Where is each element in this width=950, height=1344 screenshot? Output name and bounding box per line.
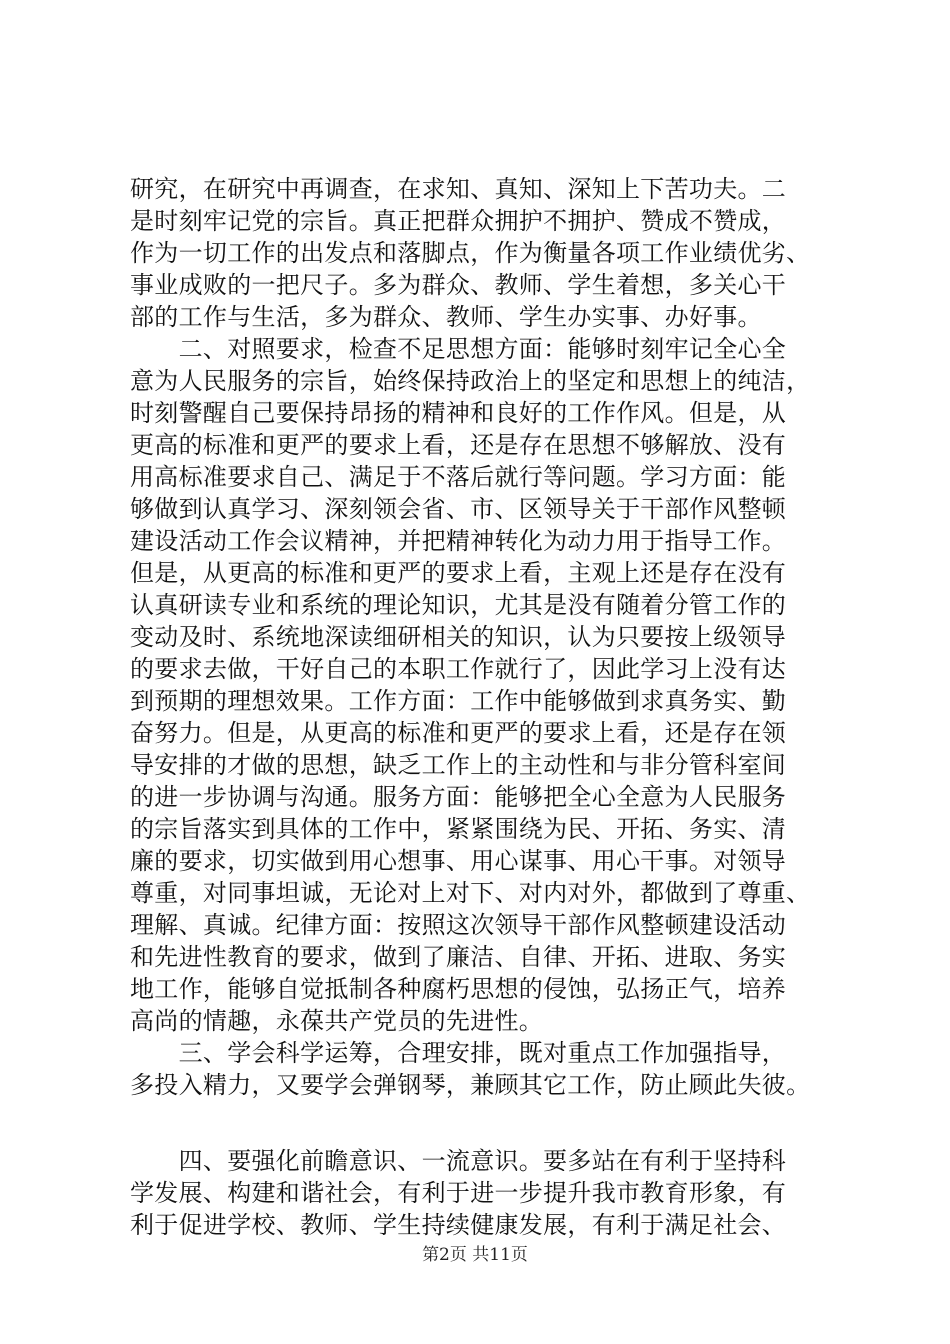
- text-line: 作为一切工作的出发点和落脚点，作为衡量各项工作业绩优劣、: [130, 239, 811, 267]
- text-line: 二、对照要求，检查不足思想方面：能够时刻牢记全心全: [130, 335, 787, 363]
- text-line: 用高标准要求自己、满足于不落后就行等问题。学习方面：能: [130, 463, 787, 491]
- text-line: 和先进性教育的要求，做到了廉洁、自律、开拓、进取、务实: [130, 943, 787, 971]
- text-line: 意为人民服务的宗旨，始终保持政治上的坚定和思想上的纯洁，: [130, 367, 811, 395]
- text-line: 学发展、构建和谐社会，有利于进一步提升我市教育形象，有: [130, 1179, 787, 1207]
- text-line: 的进一步协调与沟通。服务方面：能够把全心全意为人民服务: [130, 783, 787, 811]
- text-line: 尊重，对同事坦诚，无论对上对下、对内对外，都做到了尊重、: [130, 879, 811, 907]
- text-line: 理解、真诚。纪律方面：按照这次领导干部作风整顿建设活动: [130, 911, 787, 939]
- text-line: 变动及时、系统地深读细研相关的知识，认为只要按上级领导: [130, 623, 787, 651]
- text-line: 认真研读专业和系统的理论知识，尤其是没有随着分管工作的: [130, 591, 787, 619]
- text-line: 但是，从更高的标准和更严的要求上看，主观上还是存在没有: [130, 559, 787, 587]
- text-line: 高尚的情趣，永葆共产党员的先进性。: [130, 1007, 544, 1035]
- text-line: 导安排的才做的思想，缺乏工作上的主动性和与非分管科室间: [130, 751, 787, 779]
- page-number-footer: 第2页 共11页: [422, 1245, 528, 1265]
- text-line: 更高的标准和更严的要求上看，还是存在思想不够解放、没有: [130, 431, 787, 459]
- text-line: 够做到认真学习、深刻领会省、市、区领导关于干部作风整顿: [130, 495, 787, 523]
- text-line: 利于促进学校、教师、学生持续健康发展，有利于满足社会、: [130, 1211, 787, 1239]
- text-line: 的要求去做，干好自己的本职工作就行了，因此学习上没有达: [130, 655, 787, 683]
- paragraph-gap: [130, 1101, 830, 1145]
- text-line: 的宗旨落实到具体的工作中，紧紧围绕为民、开拓、务实、清: [130, 815, 787, 843]
- text-line: 时刻警醒自己要保持昂扬的精神和良好的工作作风。但是，从: [130, 399, 787, 427]
- text-line: 到预期的理想效果。工作方面：工作中能够做到求真务实、勤: [130, 687, 787, 715]
- text-line: 事业成败的一把尺子。多为群众、教师、学生着想，多关心干: [130, 271, 787, 299]
- text-line: 研究，在研究中再调查，在求知、真知、深知上下苦功夫。二: [130, 175, 787, 203]
- text-line: 四、要强化前瞻意识、一流意识。要多站在有利于坚持科: [130, 1147, 787, 1175]
- text-line: 多投入精力，又要学会弹钢琴，兼顾其它工作，防止顾此失彼。: [130, 1071, 811, 1099]
- text-line: 地工作，能够自觉抵制各种腐朽思想的侵蚀，弘扬正气，培养: [130, 975, 787, 1003]
- text-line: 部的工作与生活，多为群众、教师、学生办实事、办好事。: [130, 303, 762, 331]
- text-line: 建设活动工作会议精神，并把精神转化为动力用于指导工作。: [130, 527, 787, 555]
- text-line: 三、学会科学运筹，合理安排，既对重点工作加强指导，: [130, 1039, 787, 1067]
- text-line: 廉的要求，切实做到用心想事、用心谋事、用心干事。对领导: [130, 847, 787, 875]
- text-line: 奋努力。但是，从更高的标准和更严的要求上看，还是存在领: [130, 719, 787, 747]
- text-line: 是时刻牢记党的宗旨。真正把群众拥护不拥护、赞成不赞成，: [130, 207, 787, 235]
- document-body: [130, 173, 830, 1241]
